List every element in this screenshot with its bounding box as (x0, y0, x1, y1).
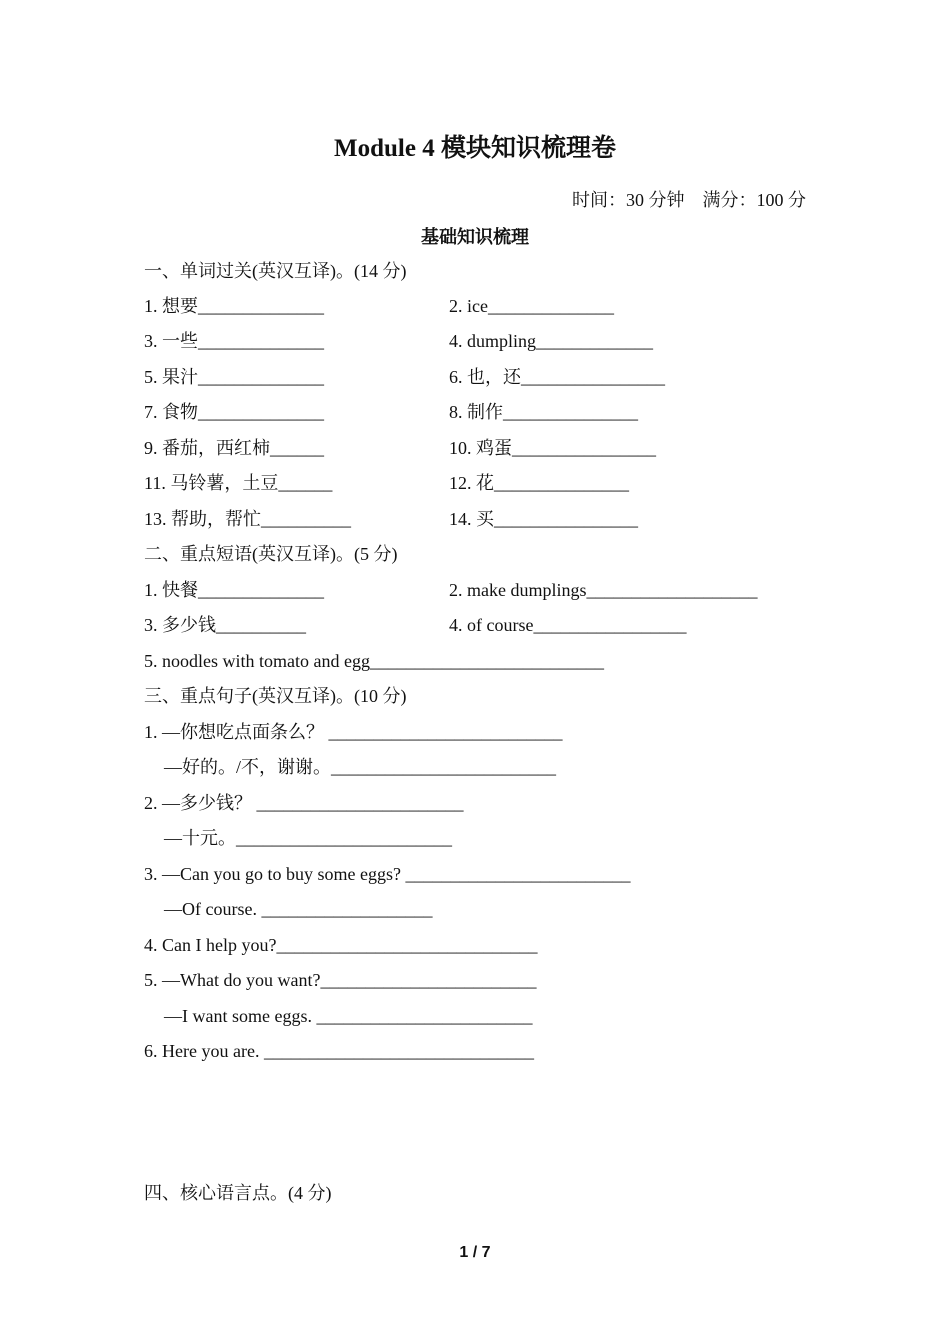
sentence-item: —十元。________________________ (164, 828, 452, 848)
vocab-item: 5. 果汁______________ (144, 367, 324, 387)
section1-heading: 一、单词过关(英汉互译)。(14 分) (144, 261, 407, 281)
sentence-item: 4. Can I help you?_____________________________ (144, 935, 538, 955)
sentence-item: —好的。/不，谢谢。_________________________ (164, 757, 557, 777)
vocab-item: 2. ice______________ (449, 296, 614, 316)
phrase-item: 2. make dumplings___________________ (449, 580, 758, 600)
vocab-item: 1. 想要______________ (144, 296, 324, 316)
vocab-item: 13. 帮助，帮忙__________ (144, 509, 351, 529)
vocab-item: 3. 一些______________ (144, 331, 324, 351)
vocab-item: 6. 也，还________________ (449, 367, 665, 387)
sentence-item: —I want some eggs. ________________________ (164, 1006, 533, 1026)
vocab-item: 11. 马铃薯，土豆______ (144, 473, 333, 493)
phrase-item: 1. 快餐______________ (144, 580, 324, 600)
sentence-item: 3. —Can you go to buy some eggs? _________________________ (144, 864, 631, 884)
vocab-item: 10. 鸡蛋________________ (449, 438, 656, 458)
section-group-title: 基础知识梳理 (421, 227, 529, 247)
sentence-item: 2. —多少钱？ _______________________ (144, 793, 464, 813)
phrase-item: 3. 多少钱__________ (144, 615, 306, 635)
section4-heading: 四、核心语言点。(4 分) (144, 1183, 332, 1203)
section2-heading: 二、重点短语(英汉互译)。(5 分) (144, 544, 398, 564)
sentence-item: —Of course. ___________________ (164, 899, 433, 919)
vocab-item: 7. 食物______________ (144, 402, 324, 422)
vocab-item: 9. 番茄，西红柿______ (144, 438, 324, 458)
sentence-item: 6. Here you are. ______________________________ (144, 1041, 534, 1061)
page-number: 1 / 7 (459, 1244, 491, 1261)
section3-heading: 三、重点句子(英汉互译)。(10 分) (144, 686, 407, 706)
phrase-item: 4. of course_________________ (449, 615, 687, 635)
vocab-item: 12. 花_______________ (449, 473, 629, 493)
vocab-item: 8. 制作_______________ (449, 402, 638, 422)
exam-meta: 时间：30 分钟 满分：100 分 (572, 190, 806, 210)
vocab-item: 4. dumpling_____________ (449, 331, 654, 351)
sentence-item: 1. —你想吃点面条么？ __________________________ (144, 722, 563, 742)
phrase-item: 5. noodles with tomato and egg__________________________ (144, 651, 604, 671)
sentence-item: 5. —What do you want?________________________ (144, 970, 537, 990)
page-title: Module 4 模块知识梳理卷 (334, 135, 616, 162)
vocab-item: 14. 买________________ (449, 509, 638, 529)
